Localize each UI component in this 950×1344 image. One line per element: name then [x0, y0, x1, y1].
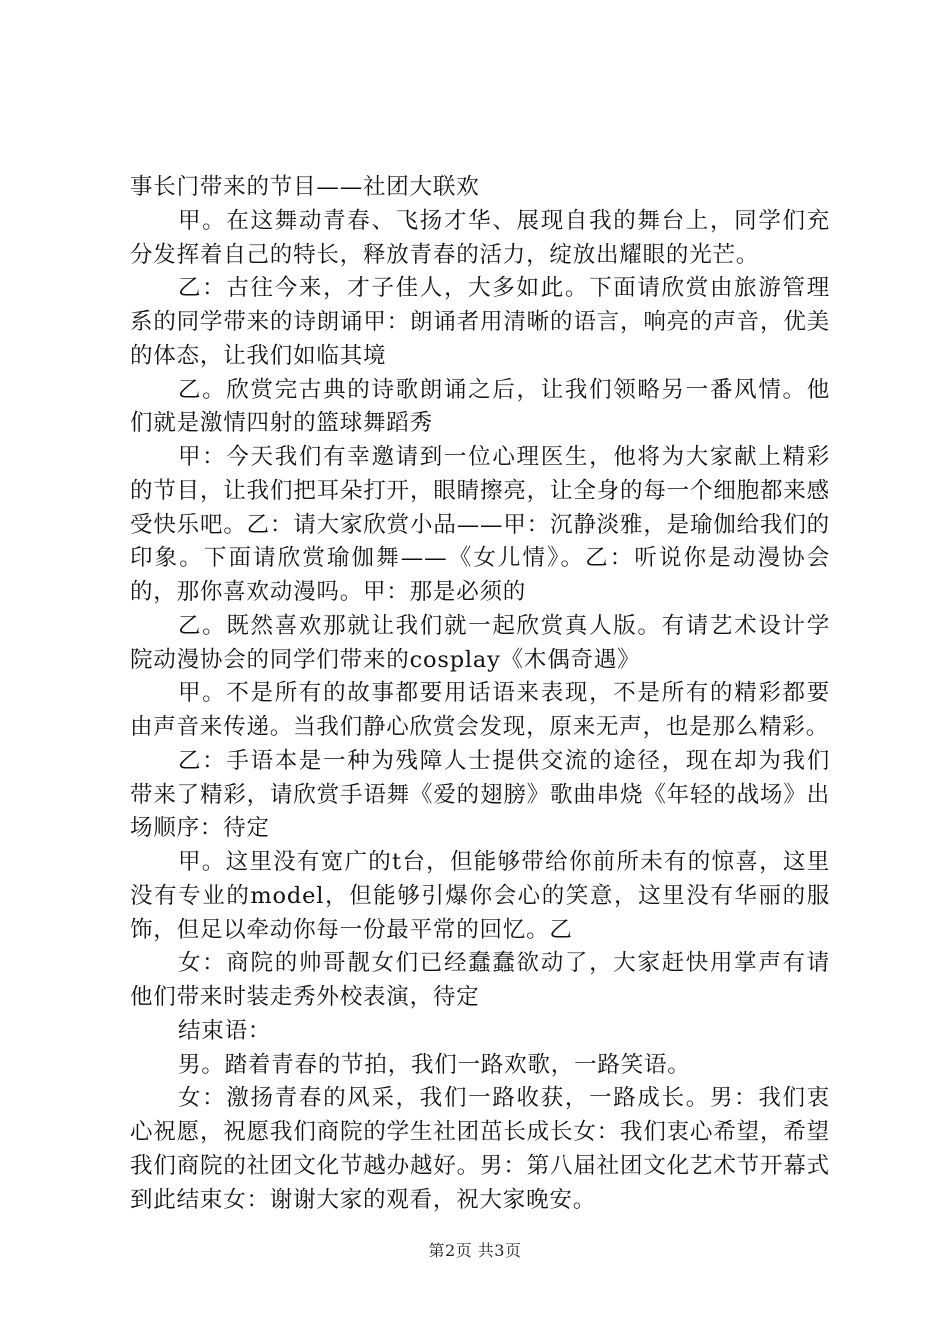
paragraph: 乙：古往今来，才子佳人，大多如此。下面请欣赏由旅游管理系的同学带来的诗朗诵甲：朗诵者用清晰的语言，响亮的声音，优美的体态，让我们如临其境	[130, 275, 830, 369]
paragraph: 事长门带来的节目——社团大联欢	[130, 174, 480, 200]
paragraph: 女：激扬青春的风采，我们一路收获，一路成长。男：我们衷心祝愿，祝愿我们商院的学生社团茁长成长女：我们衷心希望，希望我们商院的社团文化节越办越好。男：第八届社团文化艺术节开幕式到此结束女：谢谢大家的观看，祝大家晚安。	[130, 1085, 830, 1213]
paragraph: 甲。在这舞动青春、飞扬才华、展现自我的舞台上，同学们充分发挥着自己的特长，释放青春的活力，绽放出耀眼的光芒。	[130, 207, 830, 268]
document-body	[130, 171, 830, 1217]
paragraph: 乙。既然喜欢那就让我们就一起欣赏真人版。有请艺术设计学院动漫协会的同学们带来的cosplay《木偶奇遇》	[130, 612, 830, 673]
paragraph: 结束语：	[178, 1017, 272, 1044]
paragraph: 男。踏着青春的节拍，我们一路欢歌，一路笑语。	[178, 1051, 691, 1078]
paragraph: 乙。欣赏完古典的诗歌朗诵之后，让我们领略另一番风情。他们就是激情四射的篮球舞蹈秀	[130, 376, 830, 437]
paragraph: 甲。不是所有的故事都要用话语来表现，不是所有的精彩都要由声音来传递。当我们静心欣赏会发现，原来无声，也是那么精彩。	[130, 680, 830, 740]
paragraph: 甲。这里没有宽广的t台，但能够带给你前所未有的惊喜，这里没有专业的model，但能够引爆你会心的笑意，这里没有华丽的服饰，但足以牵动你每一份最平常的回忆。乙	[130, 849, 830, 943]
paragraph: 甲：今天我们有幸邀请到一位心理医生，他将为大家献上精彩的节目，让我们把耳朵打开，眼睛擦亮，让全身的每一个细胞都来感受快乐吧。乙：请大家欣赏小品——甲：沉静淡雅，是瑜伽给我们的印象。下面请欣赏瑜伽舞——《女儿情》。乙：听说你是动漫协会的，那你喜欢动漫吗。甲：那是必须的	[130, 444, 830, 605]
paragraph: 女：商院的帅哥靓女们已经蠢蠢欲动了，大家赶快用掌声有请他们带来时装走秀外校表演，待定	[130, 950, 830, 1010]
paragraph: 乙：手语本是一种为残障人士提供交流的途径，现在却为我们带来了精彩，请欣赏手语舞《爱的翅膀》歌曲串烧《年轻的战场》出场顺序：待定	[130, 747, 830, 842]
page-number-footer: 第2页 共3页	[428, 1241, 522, 1260]
